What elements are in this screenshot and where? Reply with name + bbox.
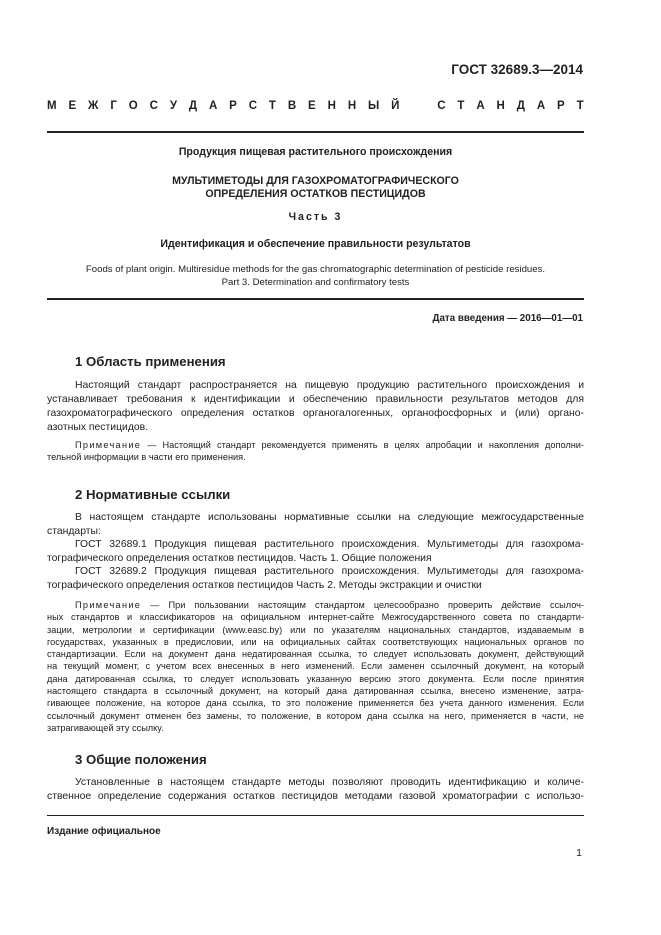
section2-heading: 2 Нормативные ссылки [75, 487, 231, 502]
interstate-letter: А [536, 100, 546, 112]
interstate-letter: Ы [368, 100, 380, 112]
title-english-line2: Part 3. Determination and confirmatory tests [221, 276, 410, 288]
interstate-letter: У [169, 100, 177, 112]
footer-divider [47, 815, 584, 816]
note-text: настоящего стандарта в ссылочный документ, на который дана датированная ссылка, внесено изменение, затра- [47, 686, 584, 697]
interstate-letter: Ж [88, 100, 99, 112]
interstate-letter: Д [516, 100, 525, 112]
section3-paragraph [47, 776, 584, 804]
standard-number: ГОСТ 32689.3—2014 [451, 62, 583, 77]
interstate-letter: М [47, 100, 57, 112]
note-text: — Настоящий стандарт рекомендуется применять в целях апробации и накопления дополни- [141, 440, 584, 450]
note-text: зации, метрологии и сертификации (www.easc.by) или по указателям национальных стандартов, издаваемым в [47, 624, 584, 635]
s3-line: ственное определение содержания остатков пестицидов методами газовой хроматографии с использо- [47, 791, 584, 802]
interstate-letter: Т [268, 100, 276, 112]
note-text: гивающее положение, на которое дана ссылка, то это положение применяется без учета данного изменения. Если [47, 698, 584, 709]
interstate-letter: Н [327, 100, 336, 112]
section3-heading: 3 Общие положения [75, 752, 207, 767]
reference-item: ГОСТ 32689.1 Продукция пищевая растительного происхождения. Мультиметоды для газохрома- [75, 539, 584, 550]
note-text: государствах, указанных в предисловии, или на официальных сайтах соответствующих национальных органов по [47, 636, 584, 647]
note-text: стандартизации. Если на документ дана недатированная ссылка, то следует использовать документ, действующий [47, 649, 584, 660]
title-product: Продукция пищевая растительного происхождения [178, 146, 453, 158]
s1-line: устанавливает требования к идентификации и обеспечению правильности результатов методов для [47, 394, 584, 405]
page-number: 1 [576, 847, 582, 859]
interstate-letter: Д [188, 100, 198, 112]
interstate-letter: А [208, 100, 218, 112]
s3-line: Установленные в настоящем стандарте методы позволяют проводить идентификацию и количе- [75, 777, 584, 788]
interstate-letter: Т [576, 100, 584, 112]
note-text: — При пользовании настоящим стандартом целесообразно проверить действие ссылоч- [141, 600, 584, 610]
section1-paragraph [47, 379, 584, 435]
interstate-letter: Н [347, 100, 357, 112]
interstate-letter: Р [229, 100, 237, 112]
section2-refs [47, 511, 584, 592]
header-divider [47, 131, 584, 133]
interstate-letter: Е [68, 100, 77, 112]
title-main-line1: МУЛЬТИМЕТОДЫ ДЛЯ ГАЗОХРОМАТОГРАФИЧЕСКОГО [172, 175, 459, 187]
note-label: Примечание [75, 600, 142, 610]
s1-line: азотных пестицидов. [47, 422, 149, 433]
title-identification: Идентификация и обеспечение правильности результатов [160, 238, 471, 250]
interstate-letter: Р [557, 100, 565, 112]
title-english-line1: Foods of plant origin. Multiresidue methods for the gas chromatographic determination of pesticide residues. [85, 264, 546, 275]
title-part: Часть 3 [288, 211, 343, 223]
interstate-letter: С [437, 100, 446, 112]
official-edition-label: Издание официальное [47, 826, 161, 837]
introduction-date: Дата введения — 2016—01—01 [432, 313, 583, 324]
title-main-line2: ОПРЕДЕЛЕНИЯ ОСТАТКОВ ПЕСТИЦИДОВ [205, 188, 426, 200]
title-english [47, 264, 584, 289]
note-text: на текущий момент, с учетом всех внесенных в него изменений. Если заменен ссылочный документ, на который [47, 661, 584, 672]
section1-note [47, 439, 584, 464]
interstate-letter: Г [110, 100, 117, 112]
note-text: затрагивающей эту ссылку. [47, 722, 164, 733]
s2-line: В настоящем стандарте использованы нормативные ссылки на следующие межгосударственные [75, 512, 584, 523]
s1-line: газохроматографического определения остатков органогалогенных, органофосфорных и (или) органо- [47, 408, 584, 419]
title-main [47, 175, 584, 201]
interstate-letter: Е [308, 100, 316, 112]
interstate-letter: Н [496, 100, 505, 112]
s1-line: Настоящий стандарт распространяется на пищевую продукцию растительного происхождения и [75, 380, 584, 391]
interstate-letter: О [128, 100, 138, 112]
note-text: дана датированная ссылка, то следует использовать указанную версию этого документа. Если после принятия [47, 673, 584, 684]
reference-item: ГОСТ 32689.2 Продукция пищевая растительного происхождения. Мультиметоды для газохрома- [75, 566, 584, 577]
section2-note [47, 599, 584, 734]
interstate-letter: Т [457, 100, 465, 112]
reference-item: тографического определения остатков пестицидов Часть 2. Методы экстракции и очистки [47, 579, 482, 591]
note-label: Примечание [75, 440, 142, 450]
note-text: ных стандартов и классификаторов на официальном интернет-сайте Межгосударственного совета по стандарти- [47, 612, 584, 623]
interstate-letter: С [248, 100, 258, 112]
section1-heading: 1 Область применения [75, 354, 226, 369]
interstate-standard-banner [47, 100, 584, 112]
interstate-letter: Й [391, 100, 400, 112]
interstate-letter: В [287, 100, 297, 112]
interstate-letter [411, 100, 425, 112]
note-text: тельной информации в части его применения. [47, 452, 246, 463]
title-divider [47, 298, 584, 300]
interstate-letter: С [149, 100, 158, 112]
interstate-letter: А [476, 100, 485, 112]
s2-line: стандарты: [47, 525, 101, 537]
note-text: ссылочный документ отменен без замены, то положение, в котором дана ссылка на него, применяется в части, не [47, 710, 584, 721]
reference-item: тографического определения остатков пестицидов. Часть 1. Общие положения [47, 552, 432, 564]
